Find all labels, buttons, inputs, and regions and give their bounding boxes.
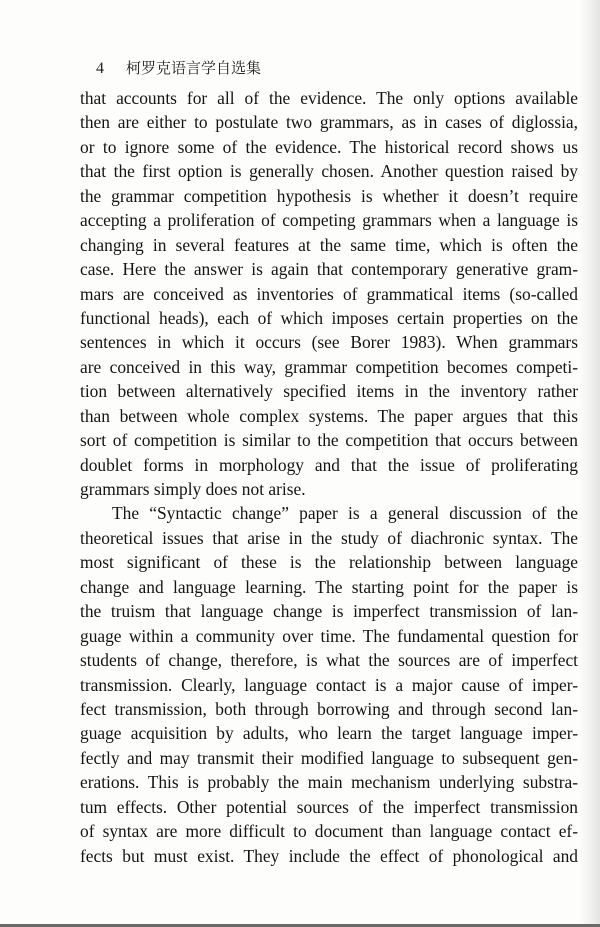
page-gutter-shadow	[578, 0, 600, 927]
text-line: than between whole complex systems. The paper argues that this	[80, 405, 578, 426]
text-line: then are either to postulate two grammars, as in cases of diglossia,	[80, 112, 578, 133]
text-line: are conceived in this way, grammar competition becomes competi-	[80, 356, 578, 377]
body-text	[80, 86, 578, 868]
text-line: sort of competition is similar to the competition that occurs between	[80, 430, 578, 451]
text-line: the truism that language change is imperfect transmission of lan-	[80, 601, 578, 622]
text-line: theoretical issues that arise in the study of diachronic syntax. The	[80, 527, 578, 548]
text-line: fect transmission, both through borrowing and through second lan-	[80, 698, 578, 719]
text-line: fectly and may transmit their modified language to subsequent gen-	[80, 747, 578, 768]
text-line: most significant of these is the relationship between language	[80, 552, 578, 573]
text-line: that the first option is generally chosen. Another question raised by	[80, 161, 578, 182]
text-line: the grammar competition hypothesis is whether it doesn’t require	[80, 185, 578, 206]
text-line: case. Here the answer is again that contemporary generative gram-	[80, 259, 578, 280]
running-head	[96, 58, 261, 79]
paragraph-start-line: The “Syntactic change” paper is a general discussion of the	[112, 503, 578, 524]
text-line: tum effects. Other potential sources of the imperfect transmission	[80, 796, 578, 817]
paragraph-end-line: grammars simply does not arise.	[80, 479, 306, 499]
text-line: fects but must exist. They include the effect of phonological and	[80, 845, 578, 866]
text-line: changing in several features at the same time, which is often the	[80, 234, 578, 255]
text-line: guage acquisition by adults, who learn the target language imper-	[80, 723, 578, 744]
text-line: of syntax are more difficult to document than language contact ef-	[80, 821, 578, 842]
text-line: mars are conceived as inventories of grammatical items (so-called	[80, 283, 578, 304]
text-line: doublet forms in morphology and that the issue of proliferating	[80, 454, 578, 475]
text-line: transmission. Clearly, language contact is a major cause of imper-	[80, 674, 578, 695]
text-line: that accounts for all of the evidence. The only options available	[80, 88, 578, 108]
text-line: sentences in which it occurs (see Borer 1983). When grammars	[80, 332, 578, 353]
text-line: functional heads), each of which imposes certain properties on the	[80, 307, 578, 328]
text-line: guage within a community over time. The fundamental question for	[80, 625, 578, 646]
text-line: change and language learning. The starting point for the paper is	[80, 576, 578, 597]
text-line: accepting a proliferation of competing grammars when a language is	[80, 210, 578, 231]
book-title: 柯罗克语言学自选集	[126, 59, 262, 77]
text-line: erations. This is probably the main mechanism underlying substra-	[80, 772, 578, 793]
page-number: 4	[96, 60, 104, 77]
text-line: or to ignore some of the evidence. The historical record shows us	[80, 136, 578, 157]
text-line: tion between alternatively specified items in the inventory rather	[80, 381, 578, 402]
text-line: students of change, therefore, is what the sources are of imperfect	[80, 650, 578, 671]
